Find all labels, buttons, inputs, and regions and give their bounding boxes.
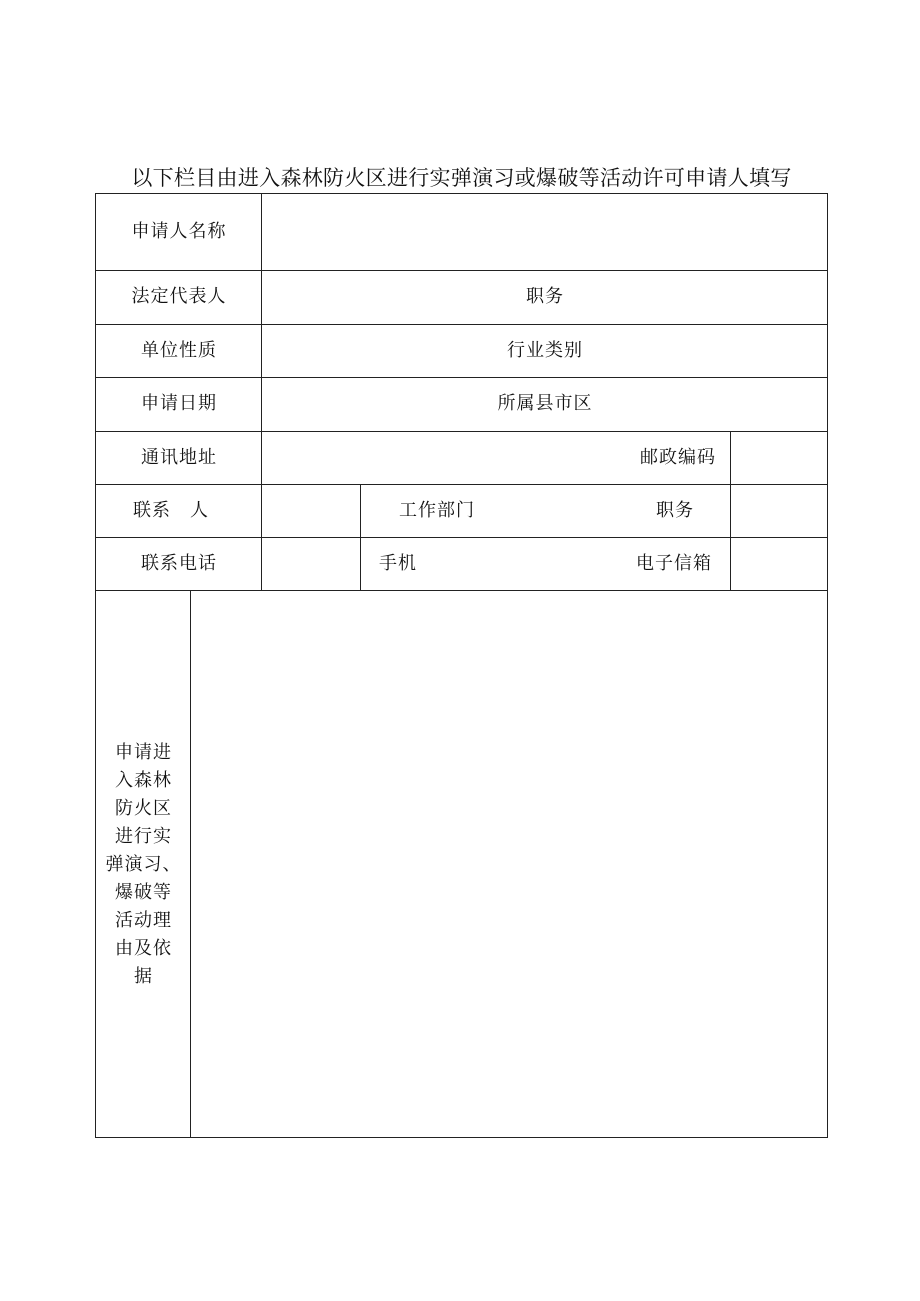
department-field[interactable] — [486, 486, 636, 536]
phone-label: 联系电话 — [141, 553, 217, 574]
postcode-field[interactable] — [732, 433, 826, 483]
contact-person-label: 联系 人 — [133, 500, 209, 521]
reason-label-line: 据 — [134, 966, 153, 987]
contact-position-label: 职务 — [656, 500, 694, 521]
form-title: 以下栏目由进入森林防火区进行实弹演习或爆破等活动许可申请人填写 — [131, 166, 792, 190]
postcode-label: 邮政编码 — [640, 447, 716, 468]
column-divider — [360, 484, 361, 590]
applicant-name-field[interactable] — [263, 196, 826, 269]
email-field[interactable] — [732, 539, 826, 589]
reason-label — [96, 739, 191, 991]
row-divider — [96, 324, 827, 325]
contact-person-field[interactable] — [263, 486, 359, 536]
legal-representative-label: 法定代表人 — [131, 286, 227, 307]
industry-category-field[interactable] — [596, 326, 826, 376]
position-label: 职务 — [526, 286, 564, 307]
unit-nature-field[interactable] — [263, 326, 503, 376]
reason-label-line: 申请进 — [115, 742, 172, 763]
column-divider — [261, 194, 262, 590]
reason-label-line: 由及依 — [115, 938, 172, 959]
reason-label-line: 入森林 — [115, 770, 172, 791]
reason-field[interactable] — [192, 592, 826, 1136]
row-divider — [96, 590, 827, 591]
row-divider — [96, 431, 827, 432]
legal-representative-field[interactable] — [263, 272, 503, 323]
address-label: 通讯地址 — [141, 447, 217, 468]
application-form-table — [95, 193, 828, 1138]
apply-date-field[interactable] — [263, 379, 483, 430]
unit-nature-label: 单位性质 — [141, 340, 217, 361]
contact-position-field[interactable] — [732, 486, 826, 536]
row-divider — [96, 484, 827, 485]
reason-label-line: 活动理 — [115, 910, 172, 931]
district-field[interactable] — [606, 379, 826, 430]
row-divider — [96, 270, 827, 271]
reason-label-line: 进行实 — [115, 826, 172, 847]
row-divider — [96, 537, 827, 538]
position-field[interactable] — [586, 272, 826, 323]
reason-label-line: 防火区 — [115, 798, 172, 819]
applicant-name-label: 申请人名称 — [131, 221, 227, 242]
apply-date-label: 申请日期 — [141, 393, 217, 414]
column-divider — [730, 431, 731, 590]
department-label: 工作部门 — [399, 500, 475, 521]
industry-category-label: 行业类别 — [507, 340, 583, 361]
email-label: 电子信箱 — [636, 553, 712, 574]
row-divider — [96, 377, 827, 378]
phone-field[interactable] — [263, 539, 359, 589]
mobile-field[interactable] — [426, 539, 626, 589]
reason-label-line: 弹演习、 — [105, 854, 182, 875]
mobile-label: 手机 — [379, 553, 417, 574]
address-field[interactable] — [263, 433, 633, 483]
reason-label-line: 爆破等 — [115, 882, 172, 903]
district-label: 所属县市区 — [497, 393, 593, 414]
